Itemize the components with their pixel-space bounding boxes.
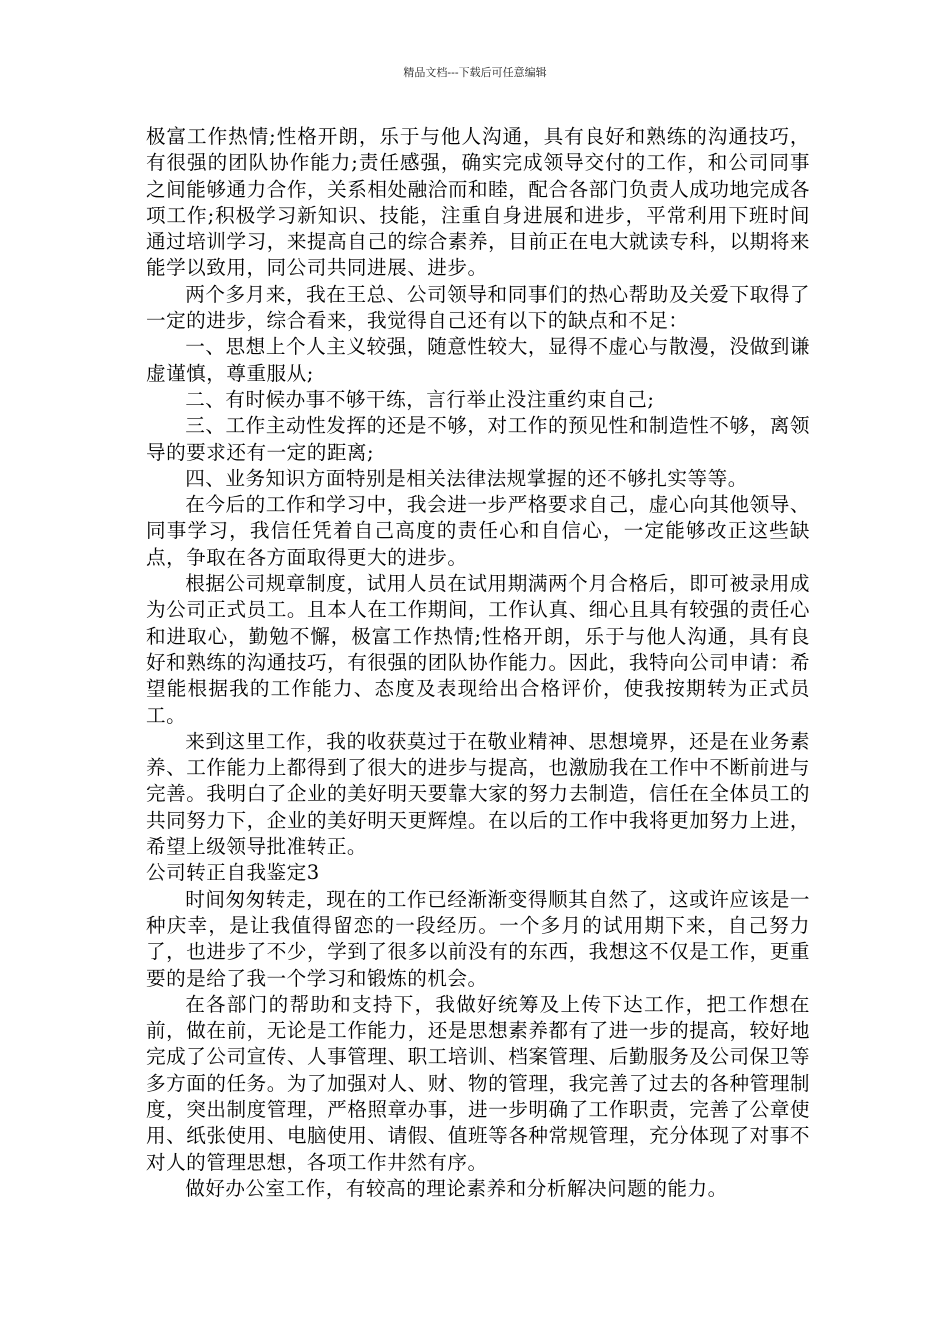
- paragraph: 在各部门的帮助和支持下，我做好统筹及上传下达工作，把工作想在前，做在前，无论是工作能力，还是思想素养都有了进一步的提高，较好地完成了公司宣传、人事管理、职工培训、档案管理、后勤服务及公司保卫等多方面的任务。为了加强对人、财、物的管理，我完善了过去的各种管理制度，突出制度管理，严格照章办事，进一步明确了工作职责，完善了公章使用、纸张使用、电脑使用、请假、值班等各种常规管理，充分体现了对事不对人的管理思想，各项工作井然有序。: [146, 992, 810, 1174]
- list-item: 三、工作主动性发挥的还是不够，对工作的预见性和制造性不够，离领导的要求还有一定的距离;: [146, 414, 810, 464]
- list-item: 四、业务知识方面特别是相关法律法规掌握的还不够扎实等等。: [185, 466, 748, 490]
- list-item: 二、有时候办事不够干练，言行举止没注重约束自己;: [185, 387, 655, 411]
- paragraph: 来到这里工作，我的收获莫过于在敬业精神、思想境界，还是在业务素养、工作能力上都得到了很大的进步与提高，也激励我在工作中不断前进与完善。我明白了企业的美好明天要靠大家的努力去制造，信任在全体员工的共同努力下，企业的美好明天更辉煌。在以后的工作中我将更加努力上进，希望上级领导批准转正。: [146, 729, 810, 859]
- paragraph: 在今后的工作和学习中，我会进一步严格要求自己，虚心向其他领导、同事学习，我信任凭着自己高度的责任心和自信心，一定能够改正这些缺点，争取在各方面取得更大的进步。: [146, 493, 810, 569]
- page-header: 精品文档---下载后可任意编辑: [403, 66, 547, 79]
- section-heading: 公司转正自我鉴定3: [146, 861, 320, 885]
- paragraph: 做好办公室工作，有较高的理论素养和分析解决问题的能力。: [185, 1176, 728, 1200]
- paragraph: 两个多月来，我在王总、公司领导和同事们的热心帮助及关爱下取得了一定的进步，综合看来，我觉得自己还有以下的缺点和不足：: [146, 282, 810, 333]
- document-body: [146, 124, 810, 1202]
- paragraph: 根据公司规章制度，试用人员在试用期满两个月合格后，即可被录用成为公司正式员工。且本人在工作期间，工作认真、细心且具有较强的责任心和进取心，勤勉不懈，极富工作热情;性格开朗，乐于与他人沟通，具有良好和熟练的沟通技巧，有很强的团队协作能力。因此，我特向公司申请：希望能根据我的工作能力、态度及表现给出合格评价，使我按期转为正式员工。: [146, 572, 810, 727]
- paragraph: 极富工作热情;性格开朗，乐于与他人沟通，具有良好和熟练的沟通技巧，有很强的团队协作能力;责任感强，确实完成领导交付的工作，和公司同事之间能够通力合作，关系相处融洽而和睦，配合各部门负责人成功地完成各项工作;积极学习新知识、技能，注重自身进展和进步，平常利用下班时间通过培训学习，来提高自己的综合素养，目前正在电大就读专科，以期将来能学以致用，同公司共同进展、进步。: [146, 125, 810, 280]
- paragraph: 时间匆匆转走，现在的工作已经渐渐变得顺其自然了，这或许应该是一种庆幸，是让我值得留恋的一段经历。一个多月的试用期下来，自己努力了，也进步了不少，学到了很多以前没有的东西，我想这不仅是工作，更重要的是给了我一个学习和锻炼的机会。: [146, 887, 810, 990]
- list-item: 一、思想上个人主义较强，随意性较大，显得不虚心与散漫，没做到谦虚谨慎，尊重服从;: [146, 335, 810, 385]
